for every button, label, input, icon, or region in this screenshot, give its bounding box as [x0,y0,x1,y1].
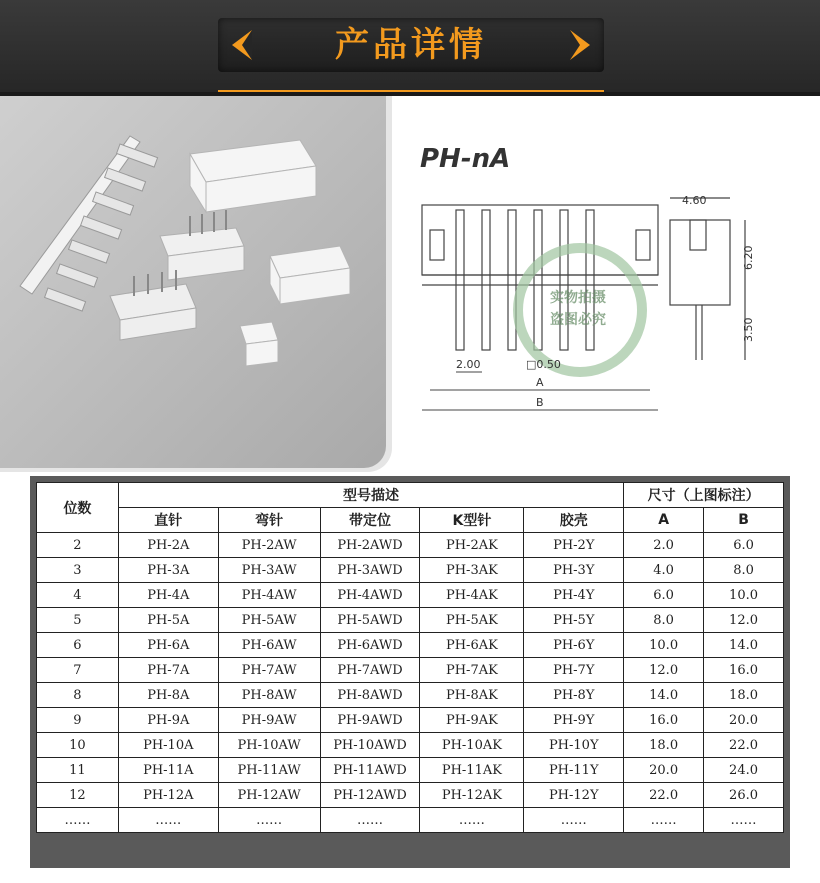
table-row [37,758,784,783]
table-row [37,708,784,733]
pin-header-straight [160,210,244,280]
cell-housing: …… [524,808,624,833]
cell-a: 20.0 [624,758,704,783]
housing-medium [270,246,350,304]
housing-small [240,322,278,366]
cell-a: 18.0 [624,733,704,758]
cell-bent: PH-5AW [218,608,320,633]
cell-straight: PH-5A [118,608,218,633]
cell-straight: PH-10A [118,733,218,758]
cell-straight: PH-6A [118,633,218,658]
cell-k-pin: PH-4AK [420,583,524,608]
cell-straight: PH-9A [118,708,218,733]
cell-k-pin: PH-2AK [420,533,524,558]
cell-bent: PH-10AW [218,733,320,758]
cell-positions: 7 [37,658,119,683]
cell-a: 10.0 [624,633,704,658]
cell-locating: …… [320,808,420,833]
cell-a: 22.0 [624,783,704,808]
header-straight: 直针 [118,508,218,533]
header-model-desc: 型号描述 [118,483,623,508]
cell-housing: PH-11Y [524,758,624,783]
header-k-pin: K型针 [420,508,524,533]
spec-table [36,482,784,833]
cell-bent: …… [218,808,320,833]
cell-locating: PH-8AWD [320,683,420,708]
dim-b: B [536,396,544,409]
table-row [37,583,784,608]
header-positions: 位数 [37,483,119,533]
title-box [218,18,604,72]
cell-straight: PH-4A [118,583,218,608]
cell-locating: PH-4AWD [320,583,420,608]
cell-positions: 4 [37,583,119,608]
cell-housing: PH-9Y [524,708,624,733]
header-size: 尺寸（上图标注） [624,483,784,508]
cell-straight: PH-7A [118,658,218,683]
cell-b: 10.0 [704,583,784,608]
cell-locating: PH-9AWD [320,708,420,733]
cell-locating: PH-5AWD [320,608,420,633]
cell-k-pin: PH-7AK [420,658,524,683]
cell-housing: PH-5Y [524,608,624,633]
cell-straight: PH-3A [118,558,218,583]
cell-straight: PH-2A [118,533,218,558]
cell-a: …… [624,808,704,833]
cell-locating: PH-10AWD [320,733,420,758]
cell-housing: PH-12Y [524,783,624,808]
cell-positions: 10 [37,733,119,758]
dim-4-60: 4.60 [682,194,707,207]
pin-header-right-angle [110,270,196,340]
cell-a: 4.0 [624,558,704,583]
table-row [37,808,784,833]
table-row [37,533,784,558]
cell-a: 12.0 [624,658,704,683]
cell-housing: PH-6Y [524,633,624,658]
chevron-right-cut [570,30,580,60]
cell-bent: PH-12AW [218,783,320,808]
cell-locating: PH-3AWD [320,558,420,583]
cell-locating: PH-2AWD [320,533,420,558]
cell-a: 6.0 [624,583,704,608]
cell-k-pin: PH-6AK [420,633,524,658]
cell-k-pin: PH-12AK [420,783,524,808]
cell-bent: PH-6AW [218,633,320,658]
drawing-model-title: PH-nA [420,144,511,174]
table-row [37,733,784,758]
header-bent: 弯针 [218,508,320,533]
cell-straight: PH-12A [118,783,218,808]
cell-b: 22.0 [704,733,784,758]
cell-a: 2.0 [624,533,704,558]
product-photo [0,96,386,468]
cell-k-pin: …… [420,808,524,833]
cell-a: 14.0 [624,683,704,708]
dim-3-50: 3.50 [742,317,755,342]
cell-locating: PH-6AWD [320,633,420,658]
watermark-ring [518,248,642,372]
cell-housing: PH-2Y [524,533,624,558]
cell-positions: 2 [37,533,119,558]
cell-b: 8.0 [704,558,784,583]
page-title: 产品详情 [335,25,487,65]
cell-k-pin: PH-8AK [420,683,524,708]
cell-positions: 9 [37,708,119,733]
cell-k-pin: PH-9AK [420,708,524,733]
table-row [37,783,784,808]
connector-parts-illustration [0,96,386,468]
cell-housing: PH-7Y [524,658,624,683]
cell-bent: PH-7AW [218,658,320,683]
cell-b: 26.0 [704,783,784,808]
cell-k-pin: PH-5AK [420,608,524,633]
cell-bent: PH-2AW [218,533,320,558]
cell-k-pin: PH-11AK [420,758,524,783]
cell-housing: PH-4Y [524,583,624,608]
cell-bent: PH-9AW [218,708,320,733]
cell-straight: PH-8A [118,683,218,708]
cell-positions: 11 [37,758,119,783]
terminal-strip [20,136,158,311]
cell-b: 24.0 [704,758,784,783]
cell-b: …… [704,808,784,833]
cell-positions: …… [37,808,119,833]
cell-bent: PH-3AW [218,558,320,583]
cell-locating: PH-12AWD [320,783,420,808]
table-row [37,683,784,708]
header-housing: 胶壳 [524,508,624,533]
table-row [37,608,784,633]
cell-b: 20.0 [704,708,784,733]
cell-k-pin: PH-3AK [420,558,524,583]
cell-housing: PH-3Y [524,558,624,583]
dim-6-20: 6.20 [742,245,755,270]
cell-positions: 12 [37,783,119,808]
header-locating: 带定位 [320,508,420,533]
cell-positions: 3 [37,558,119,583]
cell-b: 14.0 [704,633,784,658]
watermark-line2: 盗图必究 [550,312,606,328]
watermark-line1: 实物拍摄 [550,290,606,306]
cell-positions: 5 [37,608,119,633]
table-row [37,658,784,683]
cell-a: 16.0 [624,708,704,733]
front-view [422,205,658,350]
cell-k-pin: PH-10AK [420,733,524,758]
dim-a: A [536,376,544,389]
cell-a: 8.0 [624,608,704,633]
cell-b: 12.0 [704,608,784,633]
side-view [670,198,745,360]
cell-positions: 6 [37,633,119,658]
cell-positions: 8 [37,683,119,708]
cell-bent: PH-11AW [218,758,320,783]
cell-b: 6.0 [704,533,784,558]
cell-bent: PH-8AW [218,683,320,708]
dim-pin-size: □0.50 [526,358,561,371]
technical-drawing [400,110,800,450]
cell-bent: PH-4AW [218,583,320,608]
spec-table-frame [30,476,790,868]
dim-pitch: 2.00 [456,358,481,371]
table-row [37,558,784,583]
cell-b: 18.0 [704,683,784,708]
title-underline [218,90,604,92]
housing-large [190,140,316,212]
header-a: A [624,508,704,533]
cell-b: 16.0 [704,658,784,683]
chevron-left-cut [242,30,252,60]
cell-housing: PH-8Y [524,683,624,708]
cell-straight: PH-11A [118,758,218,783]
cell-locating: PH-7AWD [320,658,420,683]
cell-locating: PH-11AWD [320,758,420,783]
cell-housing: PH-10Y [524,733,624,758]
cell-straight: …… [118,808,218,833]
header-b: B [704,508,784,533]
table-row [37,633,784,658]
